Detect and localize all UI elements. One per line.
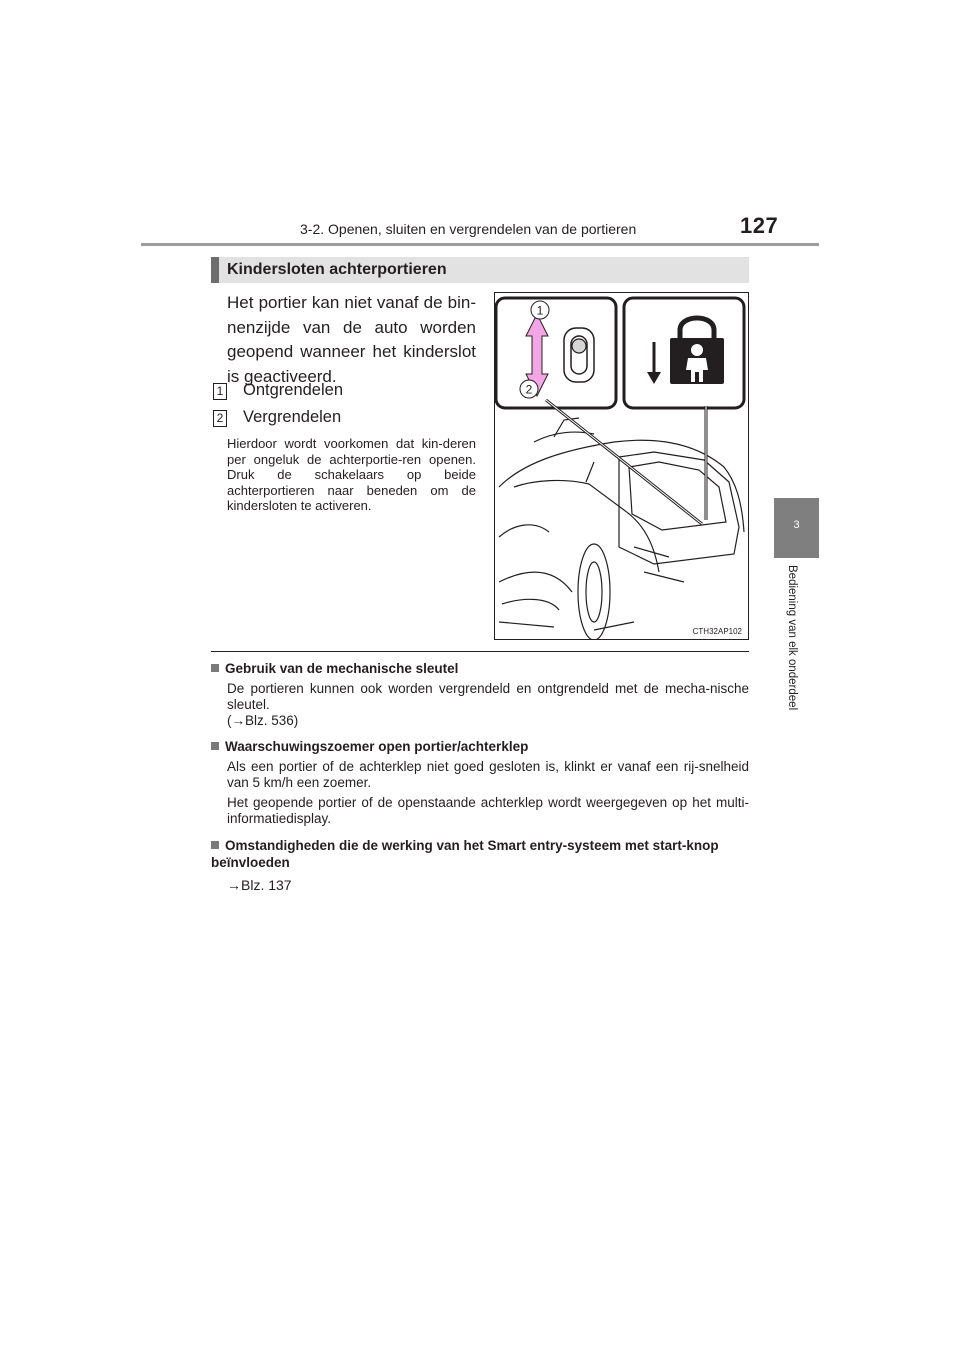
section-title: Kindersloten achterportieren [227, 261, 447, 278]
note-1-line-2: (→Blz. 536) [227, 713, 299, 728]
step-number-1: 1 [213, 383, 227, 400]
section-note: Hierdoor wordt voorkomen dat kin-deren per ongeluk de achterportie-ren openen. Druk de schakelaars op beide achterportieren naar beneden om de kindersloten te activeren. [227, 436, 476, 513]
note-heading-1: Gebruik van de mechanische sleutel [211, 661, 458, 676]
section-heading-accent [211, 257, 219, 283]
switch-inset [496, 298, 616, 408]
bullet-square-icon [211, 664, 219, 672]
switch-knob [572, 339, 586, 353]
chapter-side-label-text: Bediening van elk onderdeel [786, 565, 798, 711]
chapter-side-label [786, 565, 806, 765]
header-rule [141, 243, 819, 246]
note-2-line-1: Als een portier of de achterklep niet goed gesloten is, klinkt er vanaf een rij-snelheid van 5 km/h een zoemer. [227, 759, 749, 790]
chapter-title: 3-2. Openen, sluiten en vergrendelen van de portieren [300, 221, 637, 237]
figure-code: CTH32AP102 [692, 627, 742, 636]
note-2-line-2: Het geopende portier of de openstaande achterklep wordt weergegeven op het multi-informatiedisplay. [227, 795, 749, 826]
child-icon [691, 344, 703, 356]
callout-1: 1 [536, 303, 544, 318]
note-3-line-1: →Blz. 137 [227, 877, 292, 893]
note-heading-2: Waarschuwingszoemer open portier/achterklep [211, 739, 528, 754]
note-1-line-1: De portieren kunnen ook worden vergrendeld en ontgrendeld met de mecha-nische sleutel. [227, 681, 749, 712]
section-heading-bar [211, 257, 749, 283]
chapter-tab-number: 3 [793, 519, 800, 531]
bullet-square-icon [211, 841, 219, 849]
child-lock-illustration [494, 292, 749, 640]
note-heading-3: Omstandigheden die de werking van het Smart entry-systeem met start-knop beïnvloeden [211, 838, 719, 870]
section-intro: Het portier kan niet vanaf de bin-nenzijde van de auto worden geopend wanneer het kinderslot is geactiveerd. [227, 293, 476, 386]
chapter-tab [774, 498, 819, 558]
callout-2: 2 [525, 382, 533, 397]
section-divider [211, 651, 749, 652]
step-label-1: Ontgrendelen [243, 381, 343, 399]
step-label-2: Vergrendelen [243, 408, 342, 426]
step-number-2: 2 [213, 410, 227, 427]
page-number: 127 [740, 213, 779, 238]
bullet-square-icon [211, 742, 219, 750]
